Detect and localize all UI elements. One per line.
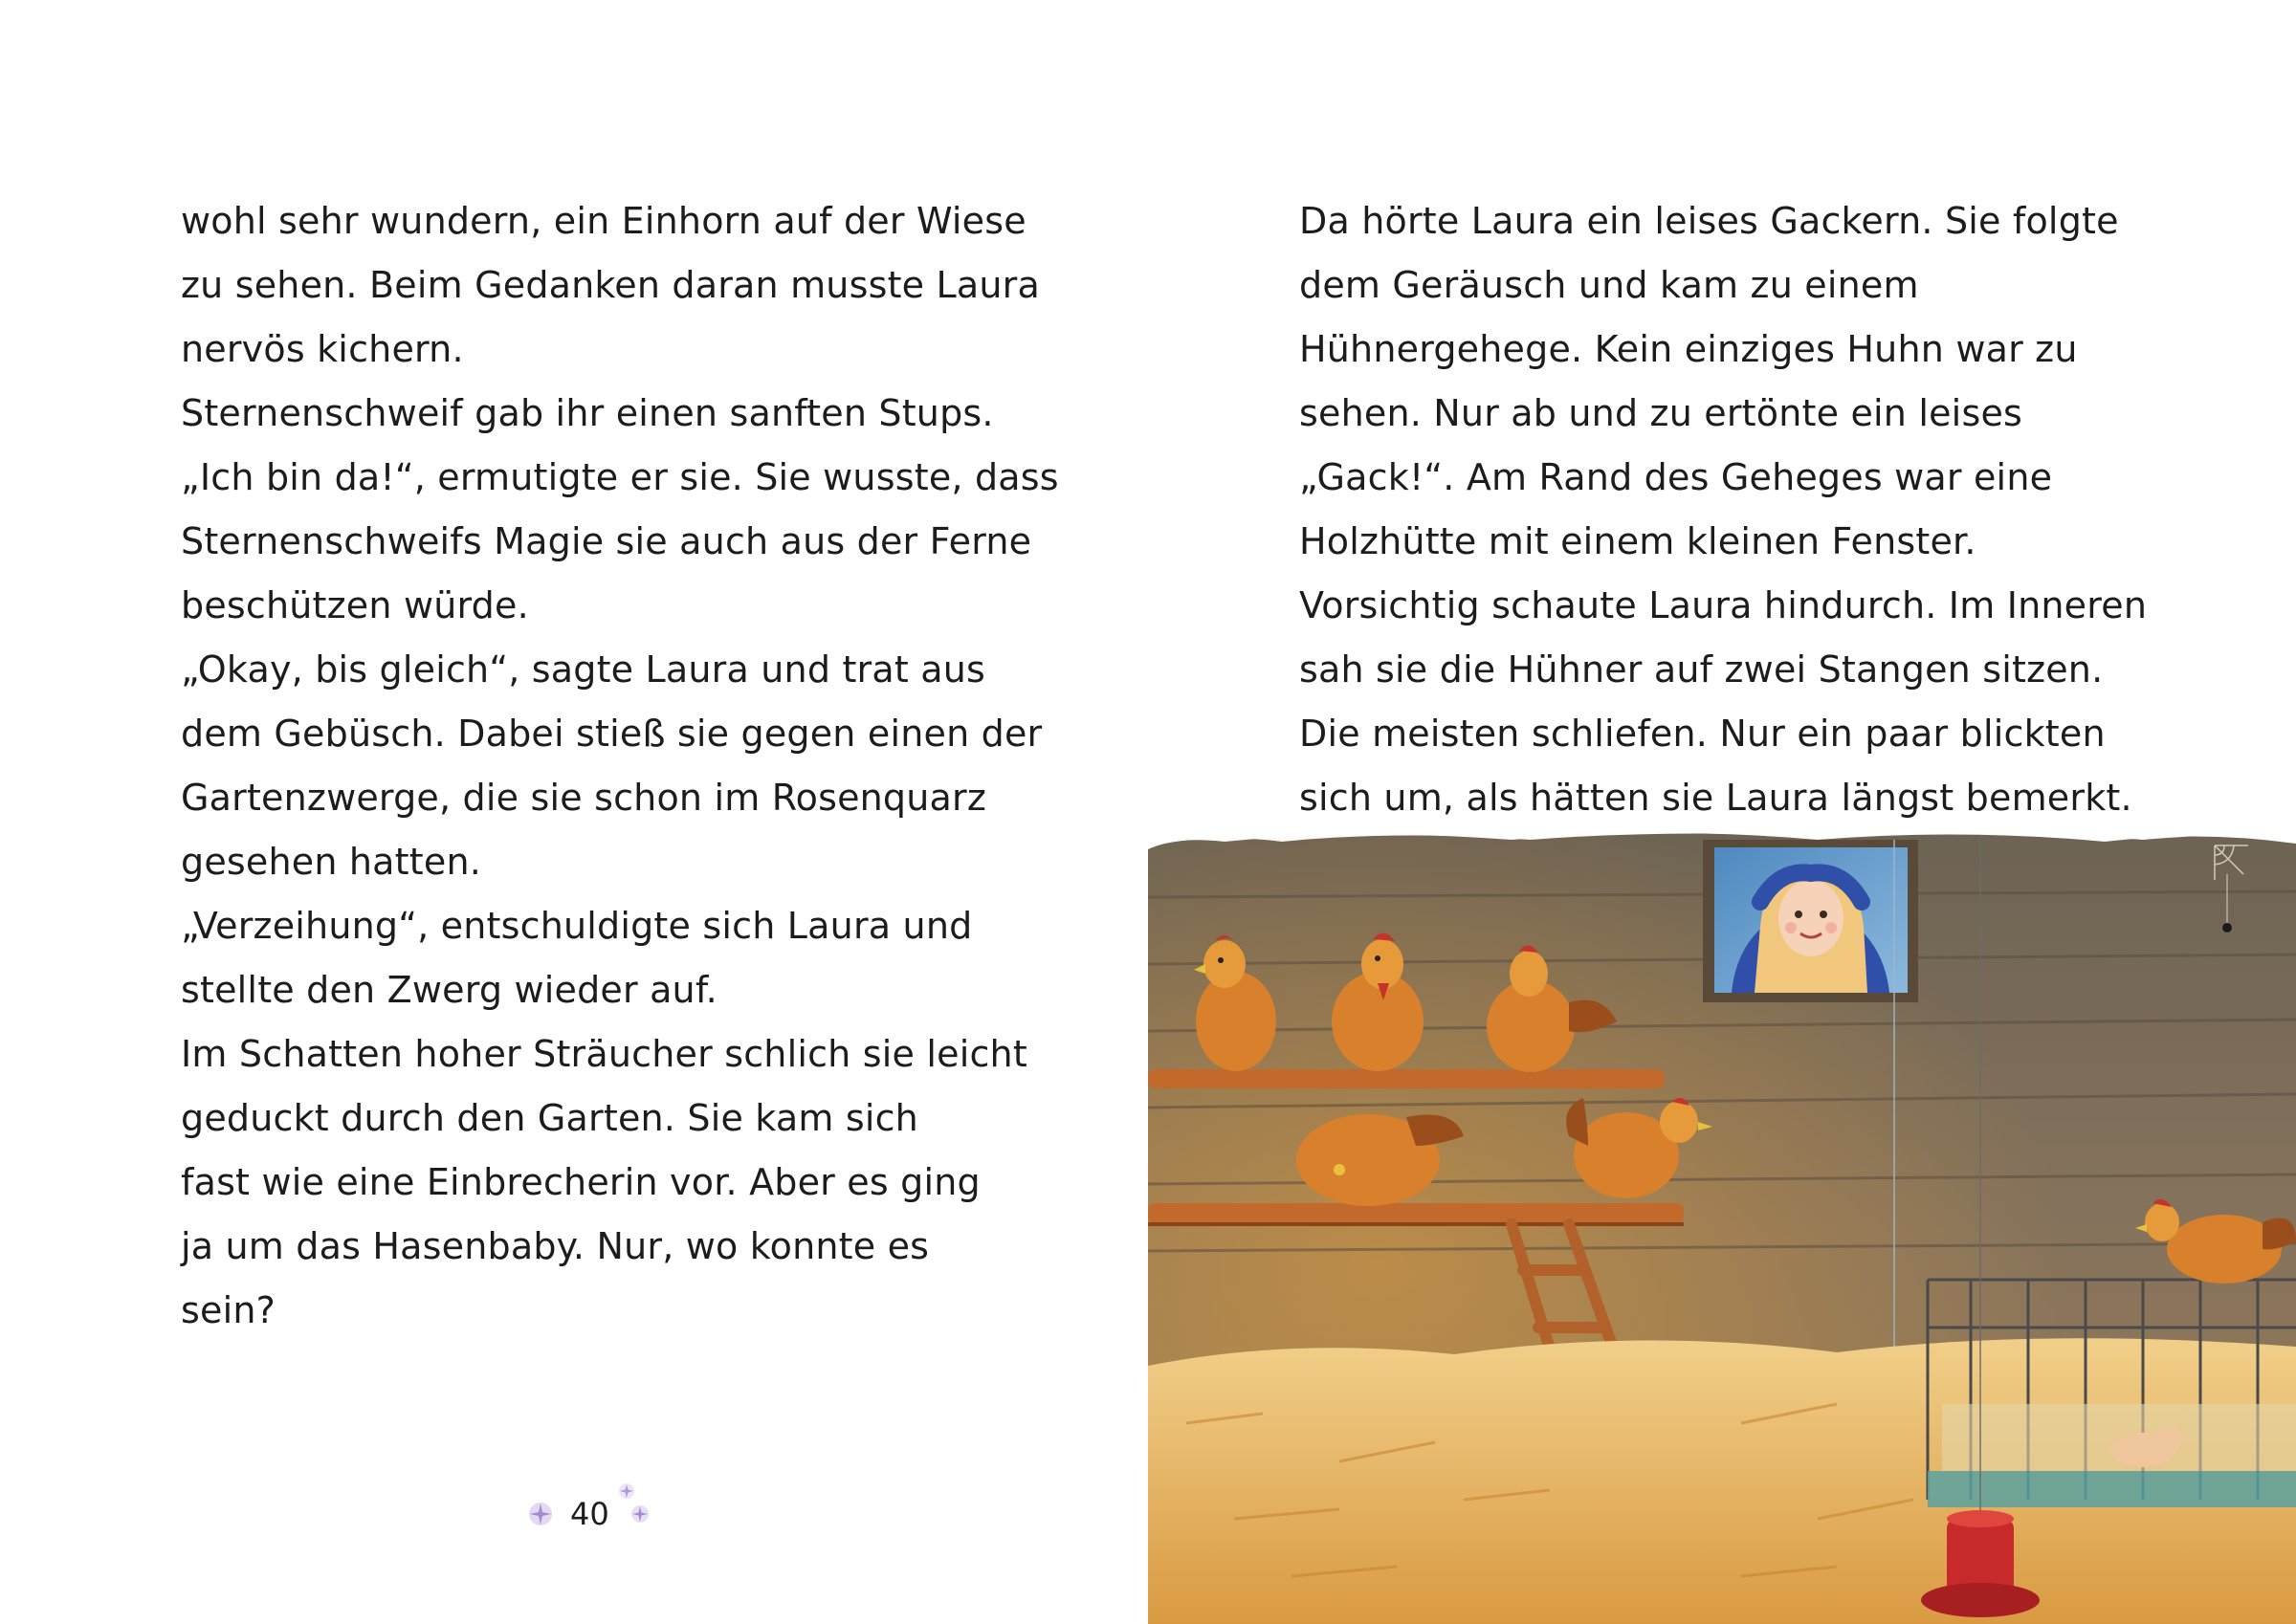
text-line: dem Geräusch und kam zu einem (1299, 264, 1919, 306)
text-line: Sternenschweifs Magie sie auch aus der Ferne (181, 520, 1032, 562)
text-line: Im Schatten hoher Sträucher schlich sie leicht (181, 1033, 1027, 1075)
text-line: „Ich bin da!“, ermutigte er sie. Sie wusste, dass (181, 456, 1059, 498)
text-line: sah sie die Hühner auf zwei Stangen sitzen. (1299, 648, 2104, 691)
text-line: ja um das Hasenbaby. Nur, wo konnte es (181, 1225, 930, 1267)
text-line: gesehen hatten. (181, 841, 482, 883)
text-line: sehen. Nur ab und zu ertönte ein leises (1299, 392, 2023, 434)
sparkle-icon (616, 1481, 637, 1502)
text-line: Vorsichtig schaute Laura hindurch. Im Inneren (1299, 584, 2148, 626)
left-page-text (181, 189, 1059, 1343)
upper-perch (1148, 1069, 1665, 1088)
text-line: stellte den Zwerg wieder auf. (181, 969, 718, 1011)
text-line: Gartenzwerge, die sie schon im Rosenquarz (181, 777, 986, 819)
text-line: Da hörte Laura ein leises Gackern. Sie folgte (1299, 200, 2119, 242)
page-number: 40 (570, 1496, 609, 1532)
text-line: dem Gebüsch. Dabei stieß sie gegen einen der (181, 713, 1043, 755)
text-line: beschützen würde. (181, 584, 529, 626)
sparkle-icon (524, 1498, 557, 1530)
cage-base (1928, 1471, 2296, 1507)
text-line: „Gack!“. Am Rand des Geheges war eine (1299, 456, 2053, 498)
spider (2222, 923, 2232, 933)
text-line: „Okay, bis gleich“, sagte Laura und trat aus (181, 648, 985, 691)
lower-perch (1148, 1203, 1684, 1224)
text-line: wohl sehr wundern, ein Einhorn auf der Wiese (181, 200, 1027, 242)
text-line: Die meisten schliefen. Nur ein paar blickten (1299, 713, 2106, 755)
page-number-area (524, 1481, 658, 1547)
text-line: sein? (181, 1289, 276, 1331)
text-line: sich um, als hätten sie Laura längst bemerkt. (1299, 777, 2132, 819)
sparkle-icon (628, 1502, 652, 1526)
text-line: nervös kichern. (181, 328, 464, 370)
text-line: „Verzeihung“, entschuldigte sich Laura und (181, 905, 973, 947)
henhouse-illustration (1148, 830, 2296, 1624)
text-line: fast wie eine Einbrecherin vor. Aber es ging (181, 1161, 981, 1203)
text-line: Sternenschweif gab ihr einen sanften Stups. (181, 392, 994, 434)
text-line: zu sehen. Beim Gedanken daran musste Laura (181, 264, 1040, 306)
right-page (1148, 0, 2296, 1624)
right-page-text (1299, 189, 2148, 830)
text-line: Hühnergehege. Kein einziges Huhn war zu (1299, 328, 2078, 370)
text-line: Holzhütte mit einem kleinen Fenster. (1299, 520, 1976, 562)
text-line: geduckt durch den Garten. Sie kam sich (181, 1097, 918, 1139)
